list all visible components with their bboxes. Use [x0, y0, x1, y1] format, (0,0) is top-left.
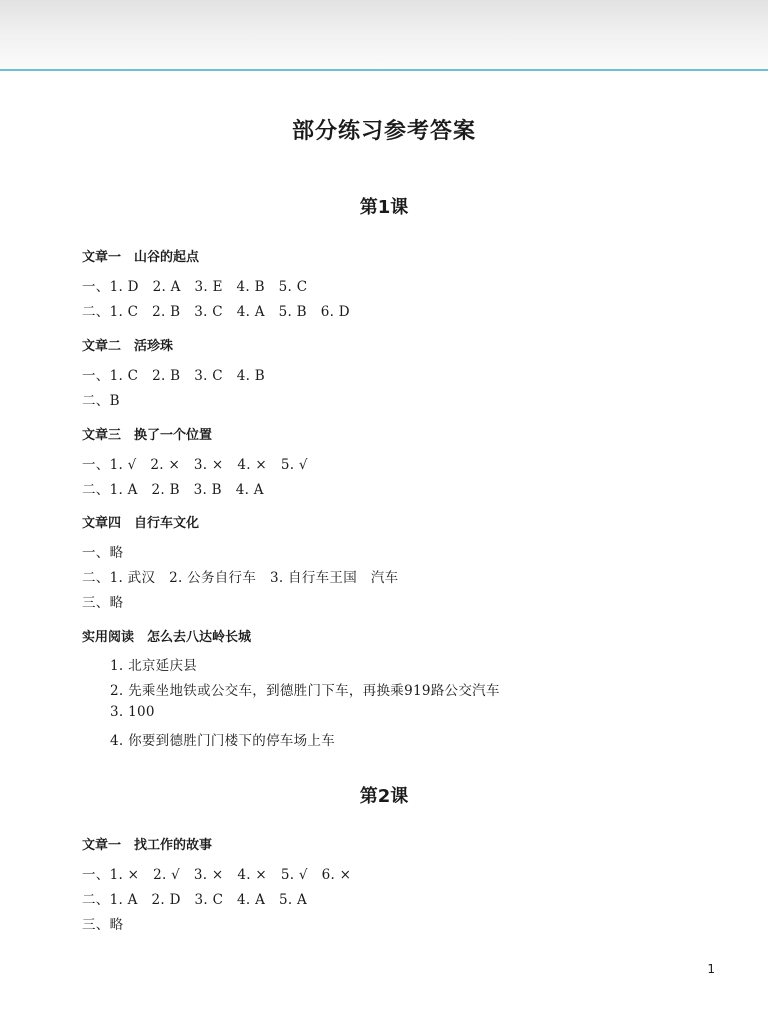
article-title: 文章二 活珍珠	[82, 339, 174, 354]
answer-line: 一、1. C 2. B 3. C 4. B	[82, 368, 265, 384]
answer-line: 1. 北京延庆县	[110, 658, 198, 674]
header-divider	[0, 69, 768, 71]
answer-line: 3. 100	[110, 704, 155, 720]
answer-line: 二、B	[82, 393, 120, 409]
lesson-title: 第1课	[359, 197, 409, 218]
answer-line: 二、1. A 2. B 3. B 4. A	[82, 482, 264, 498]
answer-line: 2. 先乘坐地铁或公交车，到德胜门下车，再换乘919路公交汽车	[110, 683, 500, 699]
lesson-title: 第2课	[359, 786, 409, 807]
article-title: 文章三 换了一个位置	[82, 428, 213, 443]
article-title: 文章一 山谷的起点	[82, 250, 200, 265]
answer-line: 二、1. C 2. B 3. C 4. A 5. B 6. D	[82, 304, 350, 320]
article-title: 文章一 找工作的故事	[82, 838, 213, 853]
article-title: 文章四 自行车文化	[82, 516, 200, 531]
answer-line: 二、1. 武汉 2. 公务自行车 3. 自行车王国 汽车	[82, 570, 399, 586]
answer-line: 三、略	[82, 917, 124, 933]
answer-line: 二、1. A 2. D 3. C 4. A 5. A	[82, 892, 308, 908]
page-number: 1	[707, 962, 715, 976]
answer-line: 一、略	[82, 545, 124, 561]
answer-line: 三、略	[82, 595, 124, 611]
page-title: 部分练习参考答案	[291, 119, 476, 144]
answer-line: 一、1. D 2. A 3. E 4. B 5. C	[82, 279, 308, 295]
answer-line: 一、1. √ 2. × 3. × 4. × 5. √	[82, 457, 308, 473]
article-title: 实用阅读 怎么去八达岭长城	[82, 630, 252, 645]
page-header-band	[0, 0, 768, 69]
answer-line: 一、1. × 2. √ 3. × 4. × 5. √ 6. ×	[82, 867, 352, 883]
answer-line: 4. 你要到德胜门门楼下的停车场上车	[110, 733, 336, 749]
